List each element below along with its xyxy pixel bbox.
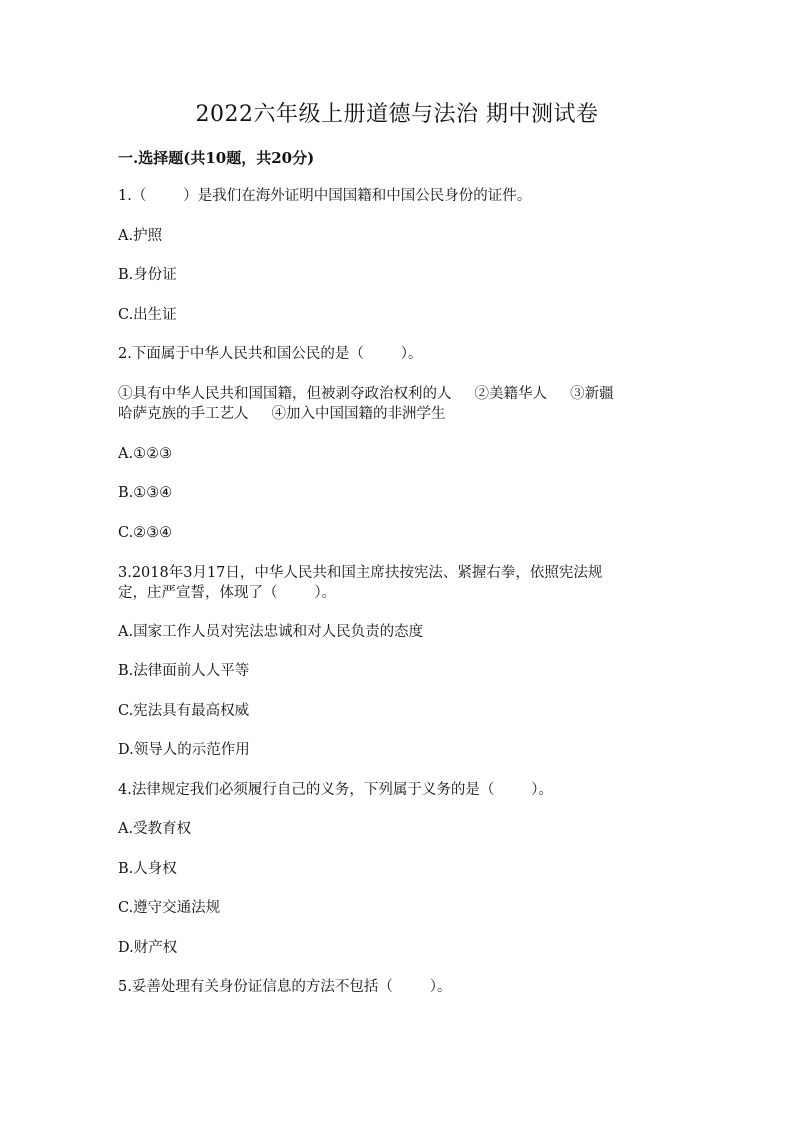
question-2-note-line-1: ①具有中华人民共和国国籍，但被剥夺政治权利的人 ②美籍华人 ③新疆 [118,386,614,402]
question-2-note-line-2: 哈萨克族的手工艺人 ④加入中国国籍的非洲学生 [118,406,446,422]
page-title: 2022六年级上册道德与法治 期中测试卷 [195,102,599,127]
question-2-option-a: A.①②③ [118,446,173,462]
question-4-option-d: D.财产权 [118,940,178,956]
question-3-option-a: A.国家工作人员对宪法忠诚和对人民负责的态度 [118,624,424,640]
question-4-option-c: C.遵守交通法规 [118,900,221,916]
question-3-stem-line-2: 定，庄严宣誓，体现了（ ）。 [118,585,337,601]
question-2-stem: 2.下面属于中华人民共和国公民的是（ ）。 [118,346,423,362]
question-5-stem: 5.妥善处理有关身份证信息的方法不包括（ ）。 [118,979,452,995]
question-1-option-b: B.身份证 [118,267,177,283]
question-1-stem: 1.（ ）是我们在海外证明中国国籍和中国公民身份的证件。 [118,188,532,204]
question-2-option-c: C.②③④ [118,525,173,541]
section-heading: 一.选择题(共10题，共20分) [118,149,315,167]
question-3-option-b: B.法律面前人人平等 [118,663,250,679]
question-3-option-c: C.宪法具有最高权威 [118,703,250,719]
question-4-stem: 4.法律规定我们必须履行自己的义务，下列属于义务的是（ ）。 [118,782,553,798]
question-2-option-b: B.①③④ [118,485,173,501]
question-1-option-c: C.出生证 [118,307,177,323]
question-4-option-b: B.人身权 [118,861,177,877]
question-3-option-d: D.领导人的示范作用 [118,742,250,758]
question-1-option-a: A.护照 [118,228,163,244]
question-4-option-a: A.受教育权 [118,821,192,837]
question-3-stem-line-1: 3.2018年3月17日，中华人民共和国主席扶按宪法、紧握右拳，依照宪法规 [118,565,603,581]
